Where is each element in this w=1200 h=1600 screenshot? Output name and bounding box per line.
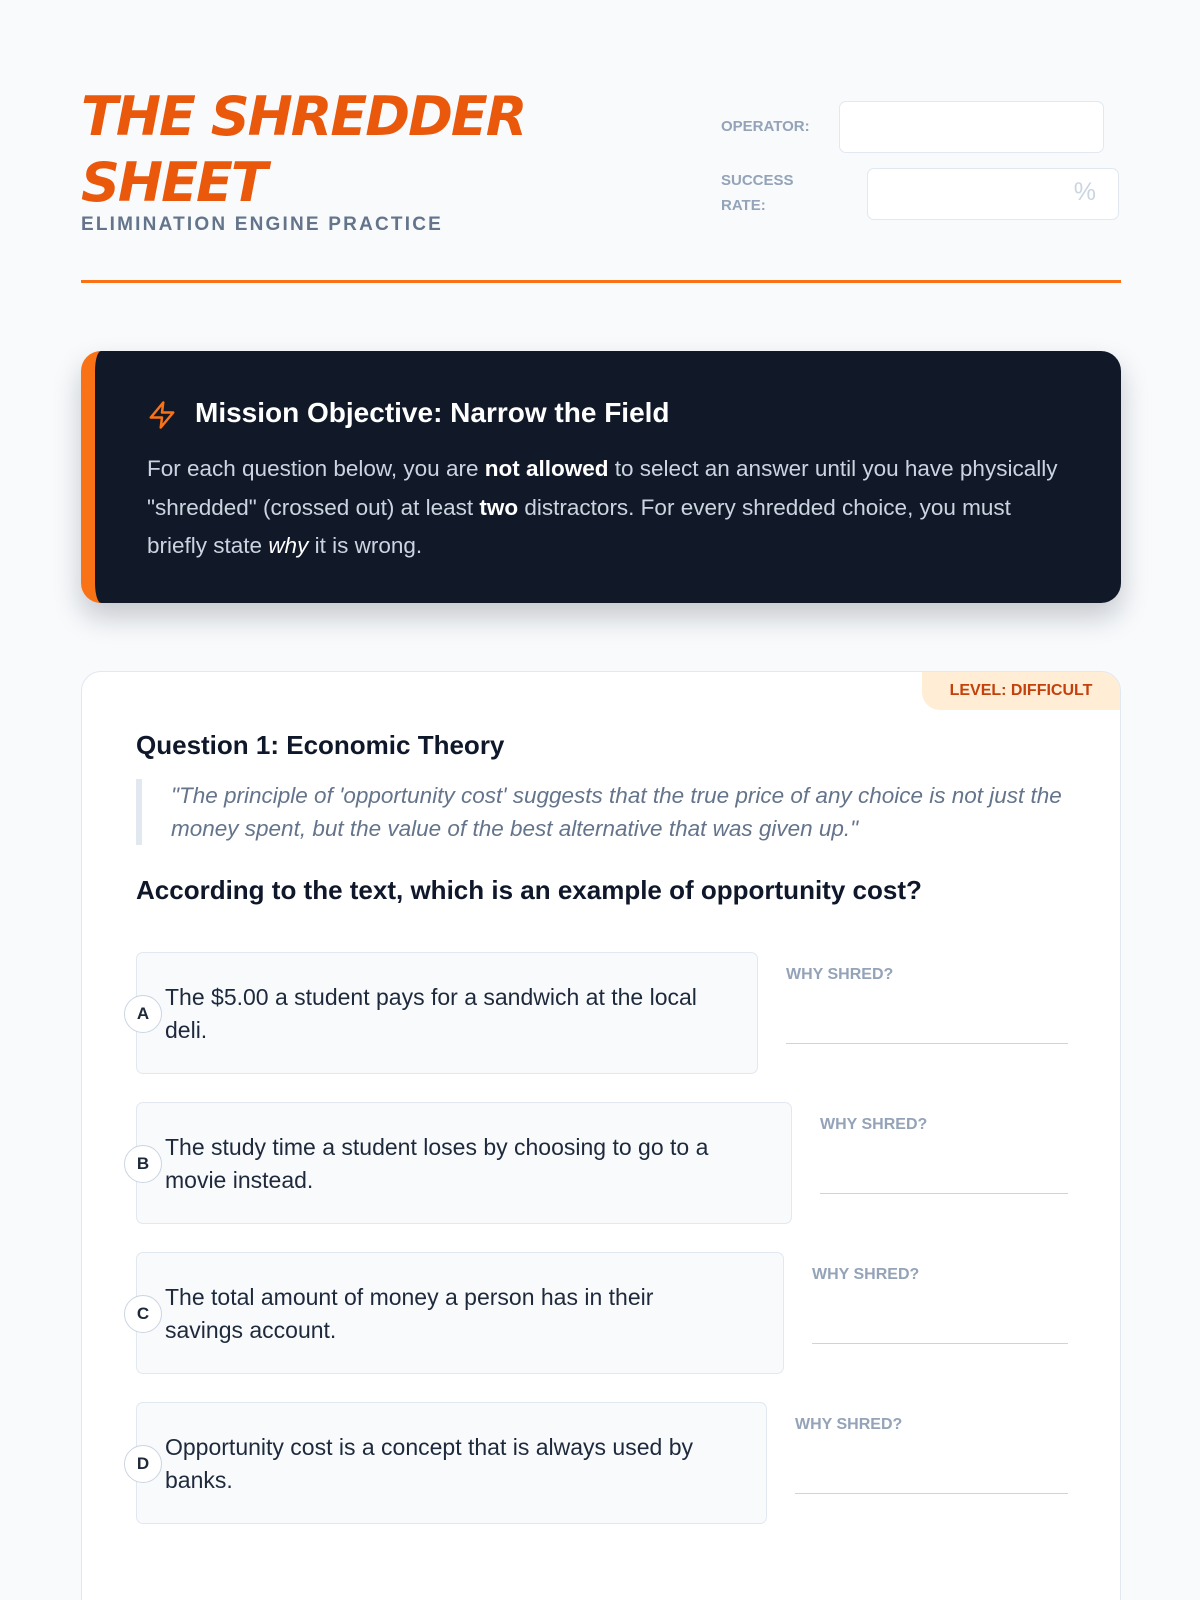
- mission-text-2: to select an answer until you have physically "shredded" (crossed out) at least: [147, 456, 1058, 520]
- option-row-d: [136, 1402, 1068, 1526]
- success-label-line-2: RATE:: [721, 197, 766, 214]
- option-a[interactable]: [136, 952, 758, 1074]
- question-title: Question 1: Economic Theory: [136, 730, 505, 760]
- mission-title: Mission Objective: Narrow the Field: [195, 397, 670, 428]
- operator-field[interactable]: [839, 101, 1104, 153]
- question-card: [81, 671, 1121, 1600]
- title-line-2: SHEET: [81, 151, 266, 214]
- page-title: [81, 84, 641, 216]
- why-shred-field-a[interactable]: [786, 952, 1068, 1044]
- why-shred-label: WHY SHRED?: [795, 1416, 903, 1433]
- success-rate-label: [721, 168, 794, 218]
- option-d[interactable]: [136, 1402, 767, 1524]
- mission-emphasis-why: why: [268, 533, 309, 558]
- option-row-b: [136, 1102, 1068, 1226]
- option-a-letter: A: [124, 995, 162, 1033]
- page-subtitle: ELIMINATION ENGINE PRACTICE: [81, 214, 443, 235]
- option-b[interactable]: [136, 1102, 792, 1224]
- why-shred-label: WHY SHRED?: [820, 1116, 928, 1133]
- option-c-letter: C: [124, 1295, 162, 1333]
- mission-objective-panel: [81, 351, 1121, 603]
- why-shred-field-d[interactable]: [795, 1402, 1068, 1494]
- success-label-line-1: SUCCESS: [721, 172, 794, 189]
- mission-text-1: For each question below, you are: [147, 456, 485, 481]
- why-shred-field-c[interactable]: [812, 1252, 1068, 1344]
- mission-emphasis-two: two: [479, 494, 519, 520]
- lightning-bolt-icon: [147, 398, 177, 432]
- option-d-letter: D: [124, 1445, 162, 1483]
- percent-symbol: %: [1073, 178, 1096, 206]
- header-divider: [81, 280, 1121, 283]
- option-c[interactable]: [136, 1252, 784, 1374]
- option-row-c: [136, 1252, 1068, 1376]
- question-prompt: According to the text, which is an example of opportunity cost?: [136, 875, 922, 905]
- operator-label: OPERATOR:: [721, 118, 810, 135]
- mission-text-3: distractors. For every shredded choice, you must briefly state: [147, 494, 1011, 558]
- option-b-text: The study time a student loses by choosing to go to a movie instead.: [165, 1134, 709, 1193]
- success-rate-field[interactable]: [867, 168, 1119, 220]
- option-c-text: The total amount of money a person has in their savings account.: [165, 1284, 654, 1343]
- why-shred-label: WHY SHRED?: [786, 966, 894, 983]
- option-a-text: The $5.00 a student pays for a sandwich at the local deli.: [165, 984, 697, 1043]
- why-shred-label: WHY SHRED?: [812, 1266, 920, 1283]
- why-shred-field-b[interactable]: [820, 1102, 1068, 1194]
- mission-instructions: [147, 450, 1072, 566]
- option-b-letter: B: [124, 1145, 162, 1183]
- title-line-1: THE SHREDDER: [81, 85, 526, 148]
- option-d-text: Opportunity cost is a concept that is always used by banks.: [165, 1434, 693, 1493]
- source-quote: "The principle of 'opportunity cost' suggests that the true price of any choice is not just the money spent, but the value of the best alternative that was given up.": [136, 779, 1076, 845]
- difficulty-badge: LEVEL: DIFFICULT: [922, 672, 1120, 710]
- mission-text-4: it is wrong.: [308, 533, 423, 558]
- worksheet-header: [81, 84, 1121, 284]
- mission-emphasis-not-allowed: not allowed: [484, 456, 609, 481]
- option-row-a: [136, 952, 1068, 1076]
